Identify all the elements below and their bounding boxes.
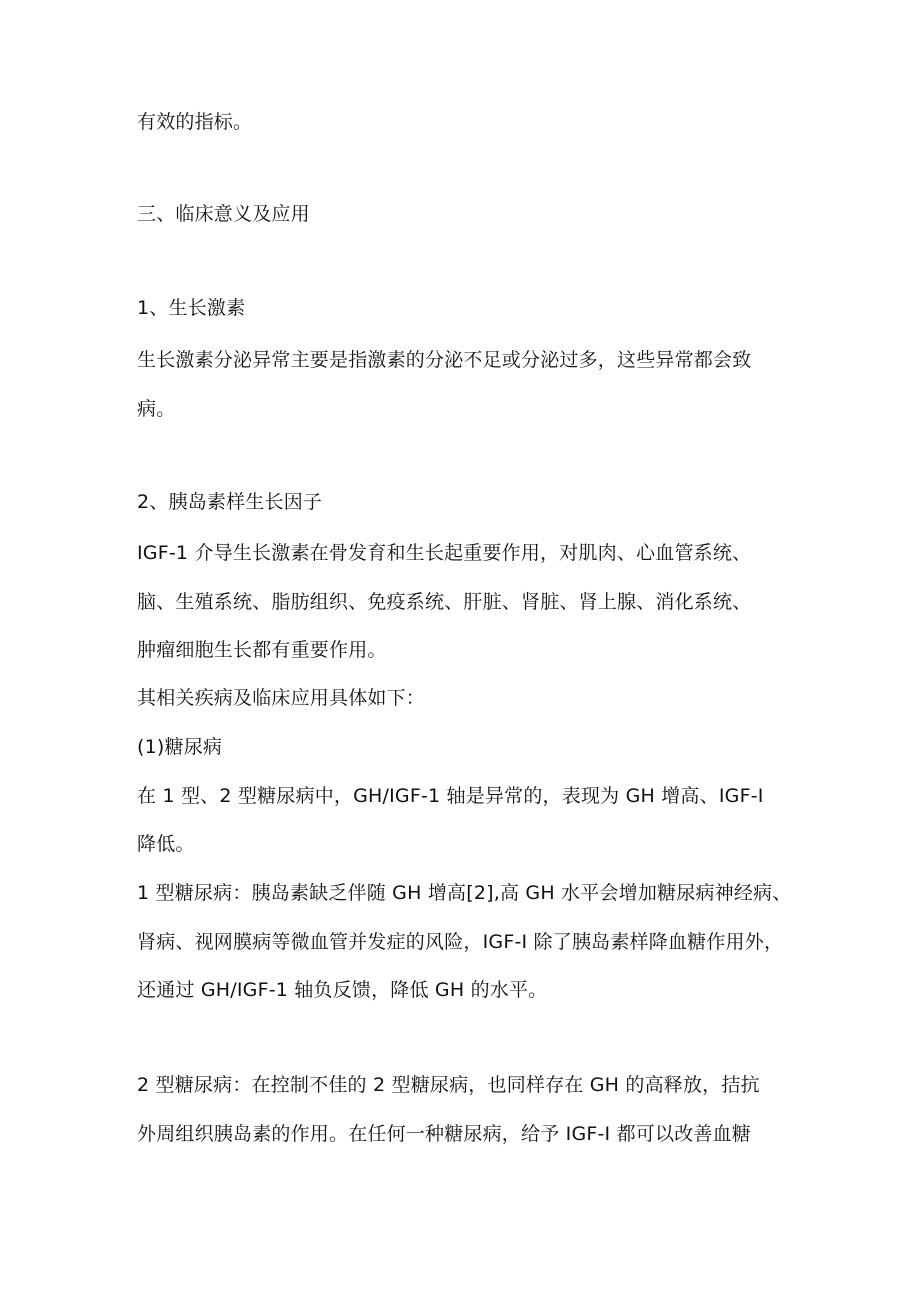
paragraph-line: 还通过 GH/IGF-1 轴负反馈，降低 GH 的水平。	[137, 979, 548, 1001]
paragraph-line: 2 型糖尿病：在控制不佳的 2 型糖尿病，也同样存在 GH 的高释放，拮抗	[137, 1074, 760, 1096]
paragraph-line: 降低。	[137, 833, 195, 855]
subheading-growth-hormone: 1、生长激素	[137, 297, 246, 319]
paragraph-line: 1 型糖尿病：胰岛素缺乏伴随 GH 增高[2],高 GH 水平会增加糖尿病神经病、	[137, 882, 792, 904]
paragraph-line: 在 1 型、2 型糖尿病中，GH/IGF-1 轴是异常的，表现为 GH 增高、IGF-I	[137, 785, 764, 807]
subheading-diabetes: (1)糖尿病	[137, 736, 223, 758]
paragraph-line: 肾病、视网膜病等微血管并发症的风险，IGF-I 除了胰岛素样降血糖作用外，	[137, 931, 784, 953]
paragraph-line: 其相关疾病及临床应用具体如下：	[137, 687, 426, 709]
paragraph-line: 脑、生殖系统、脂肪组织、免疫系统、肝脏、肾脏、肾上腺、消化系统、	[137, 591, 752, 613]
text-line-conclusion: 有效的指标。	[137, 111, 253, 133]
paragraph-line: IGF-1 介导生长激素在骨发育和生长起重要作用，对肌肉、心血管系统、	[137, 542, 752, 564]
section-heading-clinical: 三、临床意义及应用	[137, 203, 310, 225]
subheading-igf: 2、胰岛素样生长因子	[137, 491, 323, 513]
paragraph-line: 生长激素分泌异常主要是指激素的分泌不足或分泌过多，这些异常都会致	[137, 349, 752, 371]
paragraph-line: 肿瘤细胞生长都有重要作用。	[137, 639, 387, 661]
paragraph-line: 病。	[137, 398, 176, 420]
paragraph-line: 外周组织胰岛素的作用。在任何一种糖尿病，给予 IGF-I 都可以改善血糖	[137, 1123, 751, 1145]
